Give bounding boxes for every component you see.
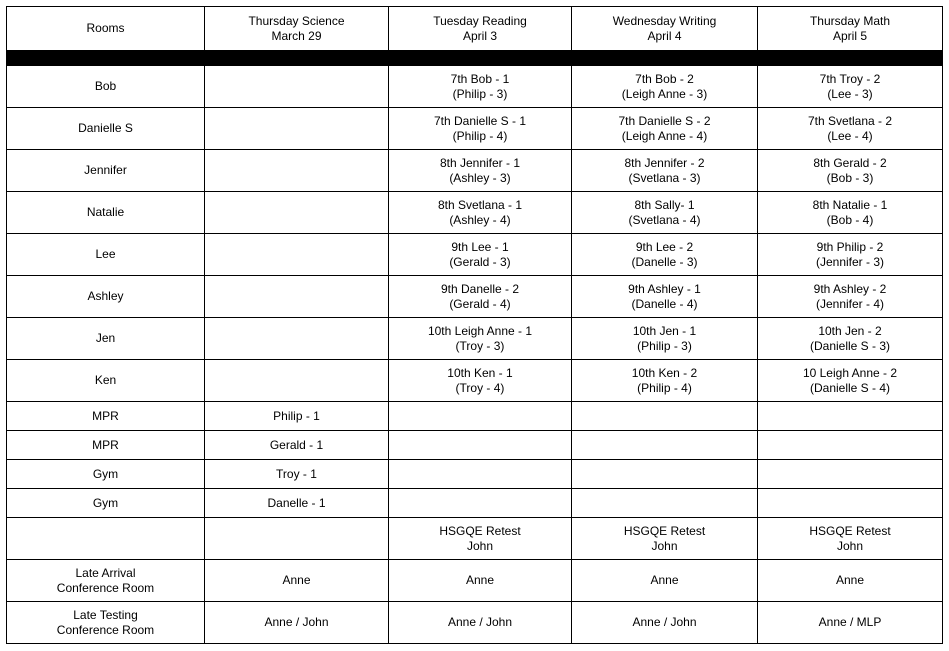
room-cell: Natalie	[7, 192, 205, 234]
room-cell: Lee	[7, 234, 205, 276]
schedule-cell: 9th Ashley - 2 (Jennifer - 4)	[758, 276, 943, 318]
schedule-cell: Anne / MLP	[758, 602, 943, 644]
schedule-cell: 10 Leigh Anne - 2 (Danielle S - 4)	[758, 360, 943, 402]
schedule-cell: HSGQE Retest John	[389, 518, 572, 560]
schedule-cell	[758, 431, 943, 460]
schedule-cell	[758, 460, 943, 489]
schedule-cell	[389, 489, 572, 518]
room-cell: Danielle S	[7, 108, 205, 150]
table-row	[7, 234, 943, 276]
schedule-cell: 8th Sally- 1 (Svetlana - 4)	[572, 192, 758, 234]
schedule-cell	[205, 276, 389, 318]
table-row	[7, 602, 943, 644]
schedule-cell: Anne / John	[572, 602, 758, 644]
schedule-cell	[389, 402, 572, 431]
room-cell: Gym	[7, 460, 205, 489]
schedule-cell: HSGQE Retest John	[572, 518, 758, 560]
room-cell: Late Arrival Conference Room	[7, 560, 205, 602]
schedule-cell: 7th Bob - 2 (Leigh Anne - 3)	[572, 66, 758, 108]
table-row	[7, 276, 943, 318]
table-row	[7, 360, 943, 402]
schedule-cell: 9th Philip - 2 (Jennifer - 3)	[758, 234, 943, 276]
schedule-cell	[572, 489, 758, 518]
schedule-cell: Gerald - 1	[205, 431, 389, 460]
separator-bar	[7, 51, 943, 66]
schedule-cell: 8th Natalie - 1 (Bob - 4)	[758, 192, 943, 234]
schedule-cell: Anne	[205, 560, 389, 602]
separator-bar-cell	[7, 51, 943, 66]
schedule-cell	[205, 108, 389, 150]
schedule-cell: 9th Danelle - 2 (Gerald - 4)	[389, 276, 572, 318]
table-row	[7, 318, 943, 360]
schedule-cell: Anne	[389, 560, 572, 602]
schedule-cell	[389, 460, 572, 489]
room-cell: MPR	[7, 431, 205, 460]
room-cell: Jennifer	[7, 150, 205, 192]
schedule-cell: 10th Ken - 2 (Philip - 4)	[572, 360, 758, 402]
schedule-cell	[205, 192, 389, 234]
header-tuesday-reading: Tuesday Reading April 3	[389, 7, 572, 51]
header-wednesday-writing: Wednesday Writing April 4	[572, 7, 758, 51]
table-row	[7, 431, 943, 460]
schedule-cell: 9th Lee - 2 (Danelle - 3)	[572, 234, 758, 276]
schedule-cell: 10th Jen - 1 (Philip - 3)	[572, 318, 758, 360]
header-thursday-science: Thursday Science March 29	[205, 7, 389, 51]
table-row	[7, 489, 943, 518]
room-cell: Jen	[7, 318, 205, 360]
schedule-cell: Philip - 1	[205, 402, 389, 431]
table-row	[7, 66, 943, 108]
schedule-cell	[389, 431, 572, 460]
schedule-cell	[205, 360, 389, 402]
schedule-cell	[758, 489, 943, 518]
schedule-cell: 8th Jennifer - 1 (Ashley - 3)	[389, 150, 572, 192]
table-row	[7, 150, 943, 192]
schedule-cell: 7th Danielle S - 1 (Philip - 4)	[389, 108, 572, 150]
schedule-cell: Troy - 1	[205, 460, 389, 489]
schedule-cell: HSGQE Retest John	[758, 518, 943, 560]
schedule-cell: 8th Svetlana - 1 (Ashley - 4)	[389, 192, 572, 234]
table-row	[7, 460, 943, 489]
table-row	[7, 192, 943, 234]
schedule-cell	[205, 518, 389, 560]
room-cell: Gym	[7, 489, 205, 518]
room-cell: MPR	[7, 402, 205, 431]
room-cell	[7, 518, 205, 560]
schedule-cell: Anne	[572, 560, 758, 602]
room-cell: Ashley	[7, 276, 205, 318]
schedule-cell: 8th Jennifer - 2 (Svetlana - 3)	[572, 150, 758, 192]
table-row	[7, 108, 943, 150]
room-cell: Bob	[7, 66, 205, 108]
room-cell: Ken	[7, 360, 205, 402]
header-row	[7, 7, 943, 51]
schedule-cell	[205, 150, 389, 192]
schedule-cell	[205, 234, 389, 276]
room-cell: Late Testing Conference Room	[7, 602, 205, 644]
schedule-cell: 7th Danielle S - 2 (Leigh Anne - 4)	[572, 108, 758, 150]
schedule-cell: 7th Bob - 1 (Philip - 3)	[389, 66, 572, 108]
schedule-cell: 7th Svetlana - 2 (Lee - 4)	[758, 108, 943, 150]
schedule-cell: Anne	[758, 560, 943, 602]
schedule-cell	[572, 460, 758, 489]
schedule-cell	[758, 402, 943, 431]
schedule-cell	[205, 318, 389, 360]
schedule-cell: 9th Lee - 1 (Gerald - 3)	[389, 234, 572, 276]
schedule-cell: 10th Leigh Anne - 1 (Troy - 3)	[389, 318, 572, 360]
schedule-cell: 8th Gerald - 2 (Bob - 3)	[758, 150, 943, 192]
table-row	[7, 560, 943, 602]
schedule-table	[6, 6, 943, 644]
schedule-cell: Anne / John	[389, 602, 572, 644]
schedule-cell	[205, 66, 389, 108]
table-row	[7, 402, 943, 431]
table-row	[7, 518, 943, 560]
schedule-cell: 7th Troy - 2 (Lee - 3)	[758, 66, 943, 108]
schedule-cell: Danelle - 1	[205, 489, 389, 518]
header-rooms: Rooms	[7, 7, 205, 51]
schedule-cell	[572, 402, 758, 431]
schedule-cell: 10th Ken - 1 (Troy - 4)	[389, 360, 572, 402]
schedule-cell: 10th Jen - 2 (Danielle S - 3)	[758, 318, 943, 360]
header-thursday-math: Thursday Math April 5	[758, 7, 943, 51]
schedule-cell	[572, 431, 758, 460]
schedule-cell: 9th Ashley - 1 (Danelle - 4)	[572, 276, 758, 318]
schedule-cell: Anne / John	[205, 602, 389, 644]
